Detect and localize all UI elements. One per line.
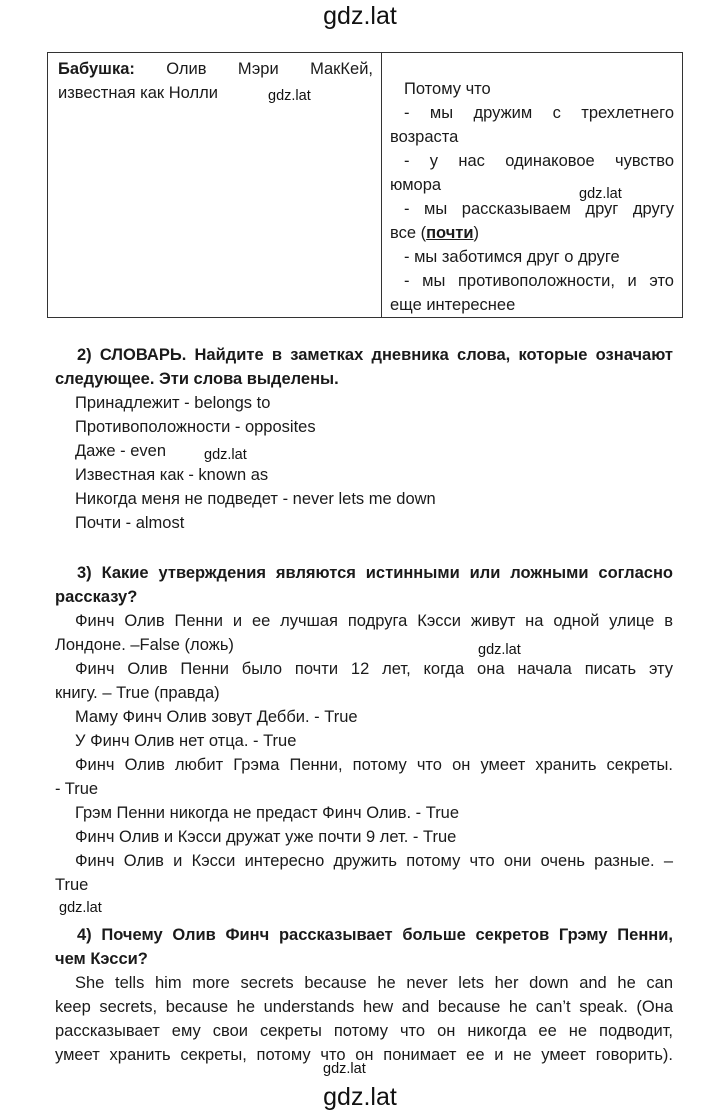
section2-heading-2: следующее. Эти слова выделены.	[55, 370, 339, 388]
vocab-item-2: Противоположности - opposites	[75, 418, 316, 436]
notes-cell-right	[382, 53, 683, 318]
vocab-item-1: Принадлежит - belongs to	[75, 394, 271, 412]
reason-line-7	[390, 221, 674, 245]
reason-line-8: - мы заботимся друг о друге	[404, 248, 620, 266]
section-vocabulary	[55, 343, 673, 535]
section2-heading-1: 2) СЛОВАРЬ. Найдите в заметках дневника слова, которые означают	[77, 346, 673, 364]
reason-line-10: еще интереснее	[390, 296, 516, 314]
watermark-small-2: gdz.lat	[579, 186, 622, 202]
statement-1b: Лондоне. –False (ложь)	[55, 636, 234, 654]
section3-heading-1: 3) Какие утверждения являются истинными или ложными согласно	[77, 564, 673, 582]
answer-line-4: умеет хранить секреты, потому что он понимает ее и не умеет говорить).	[55, 1046, 673, 1064]
statement-5b: - True	[55, 780, 99, 798]
statement-8b: True	[55, 876, 89, 894]
notes-cell-left	[48, 53, 382, 318]
reason-line-5: юмора	[390, 176, 442, 194]
statement-3: Маму Финч Олив зовут Дебби. - True	[75, 708, 358, 726]
section4-heading-1: 4) Почему Олив Финч рассказывает больше секретов Грэму Пенни,	[77, 926, 673, 944]
statement-1a: Финч Олив Пенни и ее лучшая подруга Кэсси живут на одной улице в	[75, 612, 673, 630]
reason-line-7-end: )	[473, 224, 480, 242]
vocab-item-4: Известная как - known as	[75, 466, 269, 484]
statement-8a: Финч Олив и Кэсси интересно дружить потому что они очень разные. –	[75, 852, 673, 870]
watermark-small-3: gdz.lat	[204, 447, 247, 463]
reason-line-2: - мы дружим с трехлетнего	[404, 104, 674, 122]
reason-line-3: возраста	[390, 128, 459, 146]
vocab-item-6: Почти - almost	[75, 514, 185, 532]
answer-line-2: keep secrets, because he understands hew and because he can’t speak. (Она	[55, 998, 673, 1016]
statement-7: Финч Олив и Кэсси дружат уже почти 9 лет. - True	[75, 828, 457, 846]
vocab-item-5: Никогда меня не подведет - never lets me down	[75, 490, 436, 508]
reason-line-9: - мы противоположности, и это	[404, 272, 674, 290]
watermark-small-4: gdz.lat	[478, 642, 521, 658]
section4-heading-2: чем Кэсси?	[55, 950, 148, 968]
watermark-top: gdz.lat	[323, 2, 397, 30]
notes-table	[47, 52, 683, 318]
watermark-small-6: gdz.lat	[323, 1061, 366, 1077]
statement-2b: книгу. – True (правда)	[55, 684, 220, 702]
speaker-text-2: известная как Нолли	[58, 84, 218, 102]
statement-2a: Финч Олив Пенни было почти 12 лет, когда она начала писать эту	[75, 660, 673, 678]
speaker-line	[58, 57, 373, 81]
watermark-small-1: gdz.lat	[268, 88, 311, 104]
reason-line-1: Потому что	[404, 80, 491, 98]
answer-line-3: рассказывает ему свои секреты потому что он никогда ее не подводит,	[55, 1022, 673, 1040]
section-true-false	[55, 561, 673, 897]
reason-line-6: - мы рассказываем друг другу	[404, 200, 674, 218]
speaker-label: Бабушка:	[58, 60, 135, 78]
speaker-text-1: Олив Мэри МакКей,	[166, 60, 373, 78]
watermark-small-5: gdz.lat	[59, 900, 102, 916]
vocab-item-3: Даже - even	[75, 442, 167, 460]
highlighted-word-pochti: почти	[426, 224, 474, 242]
section3-heading-2: рассказу?	[55, 588, 138, 606]
statement-5a: Финч Олив любит Грэма Пенни, потому что он умеет хранить секреты.	[75, 756, 673, 774]
section-why-graham	[55, 923, 673, 1067]
answer-line-1: She tells him more secrets because he never lets her down and he can	[75, 974, 673, 992]
statement-6: Грэм Пенни никогда не предаст Финч Олив. - True	[75, 804, 460, 822]
statement-4: У Финч Олив нет отца. - True	[75, 732, 297, 750]
watermark-bottom: gdz.lat	[323, 1083, 397, 1111]
reason-line-4: - у нас одинаковое чувство	[404, 152, 674, 170]
reason-line-7-start: все (	[390, 224, 427, 242]
